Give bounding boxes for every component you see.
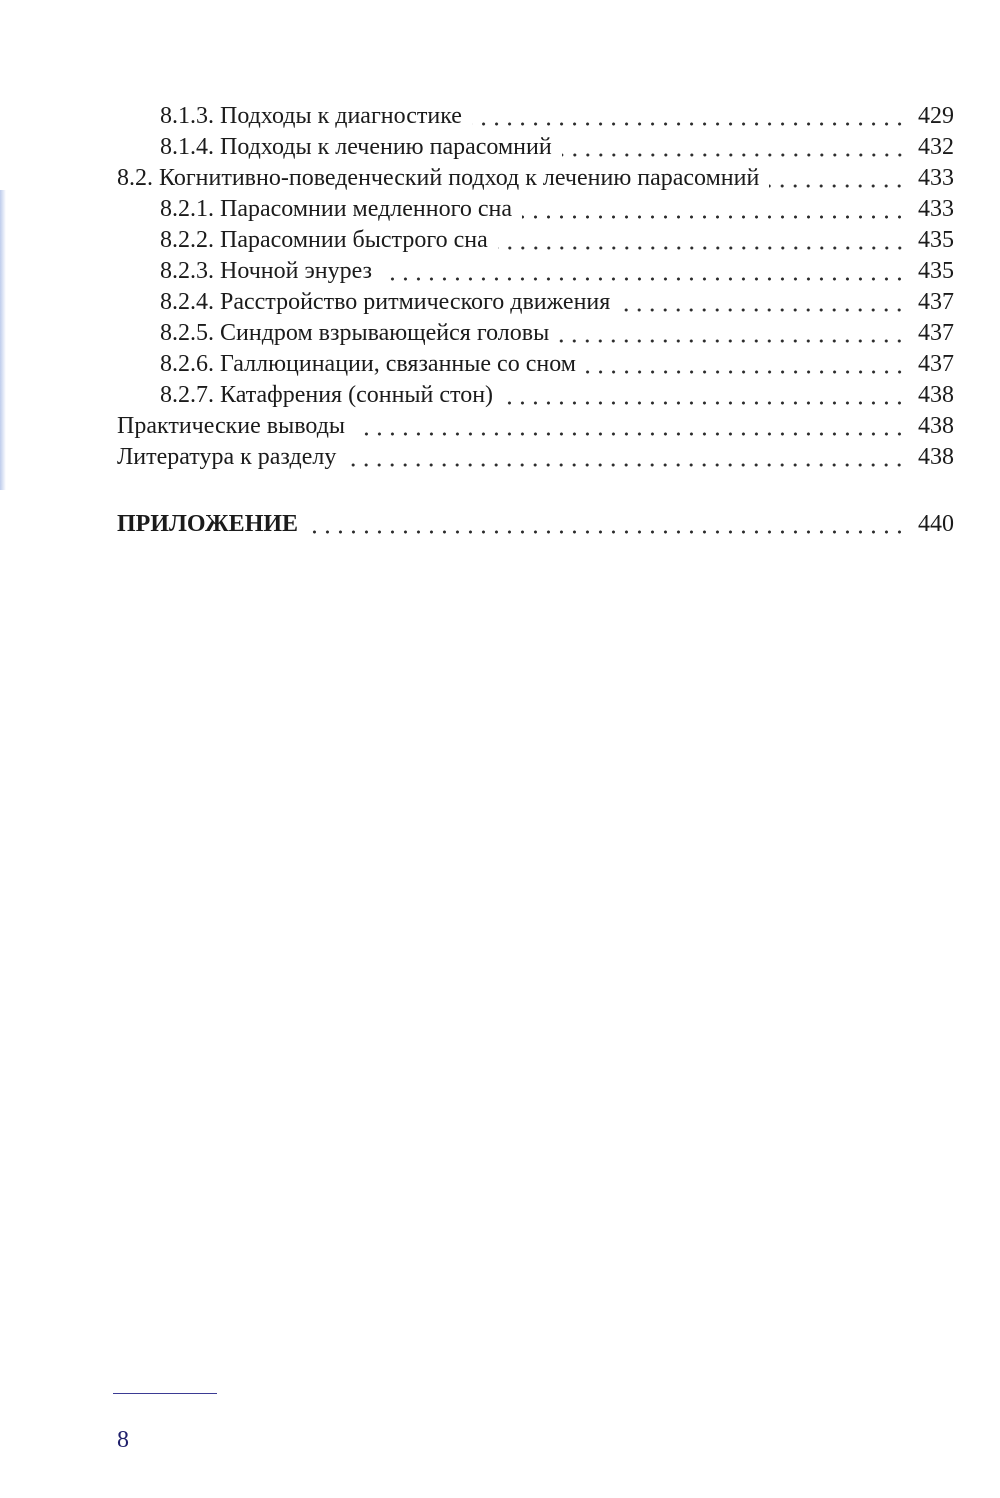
toc-entry-title: 8.2. Когнитивно-поведенческий подход к лечению парасомний xyxy=(117,165,760,191)
toc-entry-8-1-4 xyxy=(117,132,954,163)
dot-leader xyxy=(559,318,906,349)
toc-entry-title: 8.2.7. Катафрения (сонный стон) xyxy=(160,382,494,408)
dot-leader xyxy=(498,225,906,256)
toc-entry-page-number: 432 xyxy=(918,134,954,160)
footer-rule xyxy=(113,1393,217,1394)
page-number: 8 xyxy=(117,1427,129,1453)
toc-entry-title: 8.2.4. Расстройство ритмического движения xyxy=(160,289,611,315)
toc-entry-page-number: 438 xyxy=(918,382,954,408)
toc-entry-page-number: 433 xyxy=(918,196,954,222)
dot-leader xyxy=(472,101,906,132)
toc-entry-8-2-7 xyxy=(117,380,954,411)
toc-entry-title: Практические выводы xyxy=(117,413,346,439)
toc-entry-8-1-3 xyxy=(117,101,954,132)
toc-entry-8-2-4 xyxy=(117,287,954,318)
dot-leader xyxy=(503,380,906,411)
toc-entry-page-number: 435 xyxy=(918,258,954,284)
toc-entry-title: 8.2.3. Ночной энурез xyxy=(160,258,373,284)
toc-entry-title: 8.2.5. Синдром взрывающейся головы xyxy=(160,320,550,346)
scan-edge-artifact xyxy=(0,190,6,490)
toc-entry-8-2-1 xyxy=(117,194,954,225)
toc-entry-title: 8.1.3. Подходы к диагностике xyxy=(160,103,462,129)
toc-entry-title: 8.2.1. Парасомнии медленного сна xyxy=(160,196,512,222)
toc-entry-page-number: 435 xyxy=(918,227,954,253)
dot-leader xyxy=(522,194,906,225)
toc-entry-appendix xyxy=(117,509,954,540)
toc-entry-page-number: 437 xyxy=(918,351,954,377)
toc-entry-8-2-2 xyxy=(117,225,954,256)
dot-leader xyxy=(382,256,906,287)
dot-leader xyxy=(769,163,906,194)
toc-entry-practical-conclusions xyxy=(117,411,954,442)
toc-entry-page-number: 429 xyxy=(918,103,954,129)
toc-entry-8-2-5 xyxy=(117,318,954,349)
toc-entry-page-number: 438 xyxy=(918,444,954,470)
dot-leader xyxy=(308,509,906,540)
toc-entry-page-number: 437 xyxy=(918,289,954,315)
toc-entry-title: 8.2.6. Галлюцинации, связанные со сном xyxy=(160,351,576,377)
toc-entry-8-2 xyxy=(117,163,954,194)
toc-entry-page-number: 440 xyxy=(918,511,954,537)
toc-entry-title: 8.2.2. Парасомнии быстрого сна xyxy=(160,227,488,253)
toc-entry-title: 8.1.4. Подходы к лечению парасомний xyxy=(160,134,552,160)
toc-entry-title: ПРИЛОЖЕНИЕ xyxy=(117,511,299,537)
toc-entry-page-number: 438 xyxy=(918,413,954,439)
dot-leader xyxy=(355,411,906,442)
toc-entry-references xyxy=(117,442,954,473)
toc-entry-page-number: 433 xyxy=(918,165,954,191)
toc-entry-8-2-6 xyxy=(117,349,954,380)
table-of-contents xyxy=(117,101,954,540)
toc-entry-8-2-3 xyxy=(117,256,954,287)
dot-leader xyxy=(346,442,906,473)
toc-entry-page-number: 437 xyxy=(918,320,954,346)
dot-leader xyxy=(620,287,906,318)
dot-leader xyxy=(586,349,906,380)
toc-entry-title: Литература к разделу xyxy=(117,444,337,470)
dot-leader xyxy=(562,132,906,163)
